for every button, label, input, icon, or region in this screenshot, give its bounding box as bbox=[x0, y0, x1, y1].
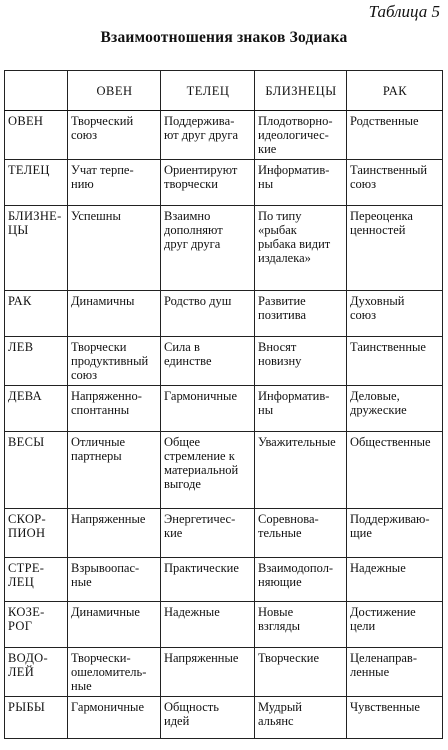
cell-text: Отличные партнеры bbox=[71, 435, 126, 463]
table-cell bbox=[161, 291, 255, 337]
row-header-sign bbox=[5, 160, 68, 206]
sign-label: ЛЕВ bbox=[8, 340, 34, 354]
sign-label: ОВЕН bbox=[8, 114, 44, 128]
row-header-sign bbox=[5, 602, 68, 648]
table-cell bbox=[347, 206, 443, 291]
table-row bbox=[5, 558, 443, 602]
table-cell bbox=[68, 111, 161, 160]
row-header-sign bbox=[5, 558, 68, 602]
table-cell bbox=[68, 697, 161, 739]
table-cell bbox=[347, 558, 443, 602]
column-header: ОВЕН bbox=[68, 71, 161, 111]
row-header-sign bbox=[5, 111, 68, 160]
table-cell bbox=[161, 111, 255, 160]
column-header: РАК bbox=[347, 71, 443, 111]
page-title: Взаимоотношения знаков Зодиака bbox=[100, 29, 348, 46]
table-cell bbox=[347, 509, 443, 558]
table-cell bbox=[347, 697, 443, 739]
row-header-sign bbox=[5, 648, 68, 697]
cell-text: Надежные bbox=[164, 605, 220, 619]
cell-text: Напряженно- спонтанны bbox=[71, 389, 142, 417]
cell-text: Поддерживаю- щие bbox=[350, 512, 430, 540]
row-header-sign bbox=[5, 697, 68, 739]
table-cell bbox=[161, 509, 255, 558]
cell-text: Целенаправ- ленные bbox=[350, 651, 417, 679]
table-cell bbox=[255, 648, 347, 697]
sign-label: РАК bbox=[8, 294, 32, 308]
column-header: ТЕЛЕЦ bbox=[161, 71, 255, 111]
row-header-sign bbox=[5, 337, 68, 386]
table-body bbox=[5, 111, 443, 739]
table-cell bbox=[161, 648, 255, 697]
table-cell bbox=[68, 648, 161, 697]
table-cell bbox=[68, 602, 161, 648]
cell-text: Сила в единстве bbox=[164, 340, 212, 368]
row-header-sign bbox=[5, 386, 68, 432]
cell-text: Энергетичес- кие bbox=[164, 512, 236, 540]
table-cell bbox=[347, 602, 443, 648]
table-cell bbox=[161, 160, 255, 206]
cell-text: Достижение цели bbox=[350, 605, 416, 633]
cell-text: По типу «рыбак рыбака видит издалека» bbox=[258, 209, 331, 265]
cell-text: Динамичны bbox=[71, 294, 135, 308]
table-cell bbox=[347, 432, 443, 509]
sign-label: СКОР- ПИОН bbox=[8, 512, 47, 540]
cell-text: Творческий союз bbox=[71, 114, 134, 142]
cell-text: Поддерживa- ют друг друга bbox=[164, 114, 239, 142]
cell-text: Практические bbox=[164, 561, 239, 575]
sign-label: КОЗЕ- РОГ bbox=[8, 605, 45, 633]
cell-text: Взрывоопас- ные bbox=[71, 561, 140, 589]
table-corner-cell bbox=[5, 71, 68, 111]
cell-text: Развитие позитива bbox=[258, 294, 307, 322]
cell-text: Динамичные bbox=[71, 605, 140, 619]
table-cell bbox=[347, 337, 443, 386]
cell-text: Переоценка ценностей bbox=[350, 209, 413, 237]
cell-text: Родственные bbox=[350, 114, 419, 128]
row-header-sign bbox=[5, 291, 68, 337]
cell-text: Гармоничные bbox=[71, 700, 144, 714]
table-row bbox=[5, 111, 443, 160]
table-cell bbox=[161, 432, 255, 509]
table-cell bbox=[347, 160, 443, 206]
cell-text: Общее стремление к материальной выгоде bbox=[164, 435, 239, 491]
cell-text: Таинственные bbox=[350, 340, 426, 354]
cell-text: Мудрый альянс bbox=[258, 700, 302, 728]
table-row bbox=[5, 291, 443, 337]
sign-label: ТЕЛЕЦ bbox=[8, 163, 50, 177]
table-row bbox=[5, 602, 443, 648]
table-cell bbox=[255, 386, 347, 432]
table-cell bbox=[161, 558, 255, 602]
table-cell bbox=[347, 291, 443, 337]
cell-text: Ориентируют творчески bbox=[164, 163, 238, 191]
table-row bbox=[5, 432, 443, 509]
cell-text: Духовный союз bbox=[350, 294, 405, 322]
cell-text: Творческие bbox=[258, 651, 320, 665]
table-cell bbox=[68, 509, 161, 558]
table-cell bbox=[161, 386, 255, 432]
cell-text: Чувственные bbox=[350, 700, 420, 714]
table-cell bbox=[347, 648, 443, 697]
zodiac-compatibility-table bbox=[4, 70, 443, 739]
cell-text: Общественные bbox=[350, 435, 431, 449]
table-row bbox=[5, 509, 443, 558]
table-cell bbox=[161, 602, 255, 648]
table-cell bbox=[68, 160, 161, 206]
table-cell bbox=[68, 291, 161, 337]
table-cell bbox=[255, 697, 347, 739]
table-cell bbox=[347, 386, 443, 432]
table-cell bbox=[255, 509, 347, 558]
table-cell bbox=[255, 160, 347, 206]
table-number-label: Таблица 5 bbox=[368, 2, 440, 21]
cell-text: Творчески- ошеломитель- ные bbox=[71, 651, 147, 693]
cell-text: Учат терпе- нию bbox=[71, 163, 134, 191]
table-cell bbox=[68, 337, 161, 386]
sign-label: РЫБЫ bbox=[8, 700, 46, 714]
table-row bbox=[5, 160, 443, 206]
table-cell bbox=[161, 337, 255, 386]
table-cell bbox=[347, 111, 443, 160]
sign-label: ВЕСЫ bbox=[8, 435, 45, 449]
column-header: БЛИЗНЕЦЫ bbox=[255, 71, 347, 111]
table-cell bbox=[255, 111, 347, 160]
row-header-sign bbox=[5, 206, 68, 291]
cell-text: Общность идей bbox=[164, 700, 219, 728]
table-row bbox=[5, 337, 443, 386]
cell-text: Новые взгляды bbox=[258, 605, 301, 633]
cell-text: Напряженные bbox=[164, 651, 239, 665]
table-cell bbox=[255, 558, 347, 602]
cell-text: Плодотворно- идеологичес- кие bbox=[258, 114, 333, 156]
table-cell bbox=[68, 206, 161, 291]
cell-text: Гармоничные bbox=[164, 389, 237, 403]
table-row bbox=[5, 386, 443, 432]
cell-text: Успешны bbox=[71, 209, 121, 223]
row-header-sign bbox=[5, 509, 68, 558]
table-cell bbox=[255, 337, 347, 386]
table-cell bbox=[255, 291, 347, 337]
row-header-sign bbox=[5, 432, 68, 509]
cell-text: Соревнова- тельные bbox=[258, 512, 319, 540]
cell-text: Взаимодопол- няющие bbox=[258, 561, 334, 589]
cell-text: Надежные bbox=[350, 561, 406, 575]
sign-label: БЛИЗНЕ- ЦЫ bbox=[8, 209, 62, 237]
cell-text: Информатив- ны bbox=[258, 389, 330, 417]
sign-label: ВОДО- ЛЕЙ bbox=[8, 651, 48, 679]
cell-text: Родство душ bbox=[164, 294, 232, 308]
table-cell bbox=[68, 432, 161, 509]
cell-text: Творчески продуктивный союз bbox=[71, 340, 149, 382]
cell-text: Информатив- ны bbox=[258, 163, 330, 191]
table-row bbox=[5, 648, 443, 697]
table-cell bbox=[255, 432, 347, 509]
table-cell bbox=[161, 206, 255, 291]
table-row bbox=[5, 697, 443, 739]
cell-text: Взаимно дополняют друг друга bbox=[164, 209, 223, 251]
table-cell bbox=[68, 386, 161, 432]
sign-label: СТРЕ- ЛЕЦ bbox=[8, 561, 45, 589]
cell-text: Таинственный союз bbox=[350, 163, 428, 191]
cell-text: Деловые, дружеские bbox=[350, 389, 407, 417]
sign-label: ДЕВА bbox=[8, 389, 42, 403]
cell-text: Напряженные bbox=[71, 512, 146, 526]
cell-text: Уважительные bbox=[258, 435, 336, 449]
table-cell bbox=[255, 602, 347, 648]
table-header-row bbox=[5, 71, 443, 111]
table-cell bbox=[161, 697, 255, 739]
cell-text: Вносят новизну bbox=[258, 340, 302, 368]
table-cell bbox=[255, 206, 347, 291]
table-cell bbox=[68, 558, 161, 602]
table-row bbox=[5, 206, 443, 291]
